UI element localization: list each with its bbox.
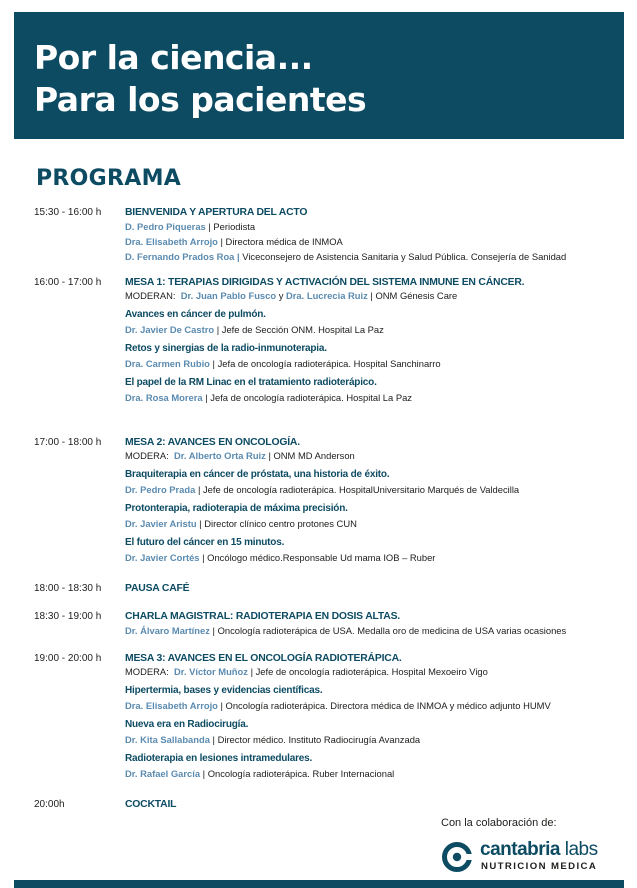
speaker-role: | Jefe de oncología radioterápica. HospitalUniversitario Marqués de Valdecilla	[197, 484, 520, 495]
logo-wordmark	[480, 839, 598, 861]
moderators-prefix: MODERA:	[125, 450, 169, 461]
speaker-name: Dr. Javier Cortés	[125, 552, 200, 563]
session-title: MESA 1: TERAPIAS DIRIGIDAS Y ACTIVACIÓN DEL SISTEMA INMUNE EN CÁNCER.	[125, 277, 525, 288]
speaker-name: Dra. Rosa Morera	[125, 392, 203, 403]
talk	[125, 752, 630, 781]
speaker-name: Dr. Álvaro Martínez	[125, 625, 210, 636]
speaker-role: | Director clínico centro protones CUN	[199, 518, 357, 529]
programa-title: PROGRAMA	[36, 166, 182, 191]
session-time: 16:00 - 17:00 h	[34, 277, 102, 288]
talk	[125, 502, 630, 531]
header-line-2: Para los pacientes	[34, 80, 367, 119]
talk	[125, 536, 630, 565]
speaker-name: D. Pedro Piqueras	[125, 221, 206, 232]
header-line-1: Por la ciencia...	[34, 38, 313, 77]
session-title: MESA 2: AVANCES EN ONCOLOGÍA.	[125, 437, 300, 448]
moderators-prefix: MODERAN:	[125, 290, 176, 301]
speaker-name: Dr. Kita Sallabanda	[125, 734, 210, 745]
speaker-name: Dra. Carmen Rubio	[125, 358, 210, 369]
session-time: 18:30 - 19:00 h	[34, 611, 102, 622]
session-title: CHARLA MAGISTRAL: RADIOTERAPIA EN DOSIS ALTAS.	[125, 611, 400, 622]
speaker-line	[125, 623, 630, 638]
speaker-line	[125, 732, 630, 747]
talk-title: Retos y sinergias de la radio-inmunoterapia.	[125, 343, 327, 354]
speaker-line	[125, 219, 630, 234]
speaker-line	[125, 550, 630, 565]
talk	[125, 376, 630, 405]
speaker-role: | Oncología radioterápica. Directora médica de INMOA y médico adjunto HUMV	[220, 700, 551, 711]
talk-title: Hipertermia, bases y evidencias científicas.	[125, 685, 323, 696]
speaker-line	[125, 249, 630, 264]
speaker-line	[125, 766, 630, 781]
talk	[125, 308, 630, 337]
speaker-name: Dr. Rafael García	[125, 768, 201, 779]
speaker-name: Dra. Elisabeth Arrojo	[125, 236, 218, 248]
session-title: MESA 3: AVANCES EN EL ONCOLOGÍA RADIOTERÁPICA.	[125, 653, 402, 664]
header-banner	[14, 12, 624, 139]
speaker-role: | Oncología radioterápica de USA. Medalla oro de medicina de USA varias ocasiones	[212, 625, 567, 636]
speaker-role: | Jefa de oncología radioterápica. Hospital La Paz	[205, 392, 412, 403]
session-title: BIENVENIDA Y APERTURA DEL ACTO	[125, 207, 308, 218]
session-title: COCKTAIL	[125, 799, 177, 810]
speaker-role: | Jefa de oncología radioterápica. Hospital Sanchinarro	[212, 358, 441, 369]
moderator-name: Dra. Lucrecia Ruiz	[286, 290, 368, 301]
session-title: PAUSA CAFÉ	[125, 583, 190, 594]
session-time: 18:00 - 18:30 h	[34, 583, 102, 594]
moderators-line	[125, 449, 630, 463]
speaker-name: D. Fernando Prados Roa |	[125, 251, 240, 263]
logo-wordmark-light: labs	[559, 839, 598, 860]
session-time: 17:00 - 18:00 h	[34, 437, 102, 448]
talk	[125, 718, 630, 747]
logo-subtitle: NUTRICION MEDICA	[481, 861, 598, 872]
cantabria-labs-icon	[441, 841, 473, 873]
cantabria-labs-logo	[441, 839, 601, 873]
footer-bar	[14, 880, 624, 888]
talk	[125, 342, 630, 371]
talk-title: Avances en cáncer de pulmón.	[125, 309, 266, 320]
moderators-line	[125, 289, 630, 303]
moderator-name: Dr. Alberto Orta Ruiz	[173, 450, 266, 461]
speaker-role: | Directora médica de INMOA	[220, 236, 343, 248]
talk-title: Nueva era en Radiocirugía.	[125, 719, 249, 730]
speaker-line	[125, 356, 630, 371]
session-time: 15:30 - 16:00 h	[34, 207, 102, 218]
speaker-name: Dra. Elisabeth Arrojo	[125, 700, 218, 711]
speaker-line	[125, 390, 630, 405]
speaker-role: | Oncólogo médico.Responsable Ud mama IOB – Ruber	[202, 552, 436, 563]
moderators-suffix: | Jefe de oncología radioterápica. Hospital Mexoeiro Vigo	[250, 666, 488, 677]
moderators-joiner: y	[278, 290, 284, 301]
logo-wordmark-bold: cantabria	[480, 839, 560, 860]
moderators-suffix: | ONM Génesis Care	[370, 290, 458, 301]
speaker-line	[125, 234, 630, 249]
speaker-line	[125, 516, 630, 531]
moderators-prefix: MODERA:	[125, 666, 169, 677]
moderator-name: Dr. Juan Pablo Fusco	[180, 290, 277, 301]
collaboration-label: Con la colaboración de:	[441, 817, 557, 829]
moderators-suffix: | ONM MD Anderson	[268, 450, 355, 461]
talk-title: El futuro del cáncer en 15 minutos.	[125, 537, 285, 548]
speaker-role: | Director médico. Instituto Radiocirugía Avanzada	[212, 734, 421, 745]
speaker-name: Dr. Javier Aristu	[125, 518, 197, 529]
moderator-name: Dr. Víctor Muñoz	[173, 666, 248, 677]
session-time: 19:00 - 20:00 h	[34, 653, 102, 664]
talk-title: Radioterapia en lesiones intramedulares.	[125, 753, 313, 764]
talk	[125, 684, 630, 713]
speaker-line	[125, 322, 630, 337]
talk-title: El papel de la RM Linac en el tratamiento radioterápico.	[125, 377, 377, 388]
speaker-name: Dr. Pedro Prada	[125, 484, 196, 495]
speaker-line	[125, 698, 630, 713]
speaker-role: | Oncología radioterápica. Ruber Internacional	[202, 768, 395, 779]
speaker-name: Dr. Javier De Castro	[125, 324, 215, 335]
speaker-role: | Periodista	[208, 221, 256, 232]
speaker-role: | Jefe de Sección ONM. Hospital La Paz	[216, 324, 384, 335]
talk	[125, 468, 630, 497]
session-time: 20:00h	[34, 799, 65, 810]
speaker-role: Viceconsejero de Asistencia Sanitaria y Salud Pública. Consejería de Sanidad	[242, 251, 567, 263]
talk-title: Protonterapia, radioterapia de máxima precisión.	[125, 503, 348, 514]
speaker-line	[125, 482, 630, 497]
talk-title: Braquiterapia en cáncer de próstata, una historia de éxito.	[125, 469, 390, 480]
moderators-line	[125, 665, 630, 679]
